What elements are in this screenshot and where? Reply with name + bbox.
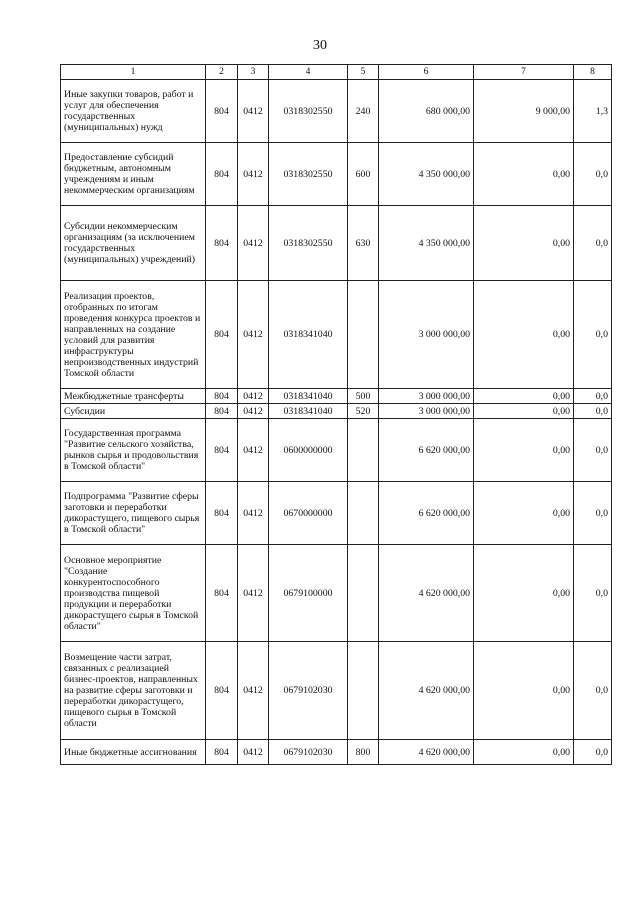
expense-type-code: 500 (348, 389, 379, 404)
section-code: 0412 (238, 740, 269, 765)
row-description: Реализация проектов, отобранных по итогам проведения конкурса проектов и направленных на создание условий для развития инфраструктуры непроизводственных индустрий Томской области (61, 281, 206, 389)
row-description: Субсидии (61, 404, 206, 419)
target-article-code: 0318302550 (269, 143, 348, 206)
planned-amount: 4 350 000,00 (379, 143, 474, 206)
target-article-code: 0318341040 (269, 281, 348, 389)
expense-type-code (348, 545, 379, 642)
section-code: 0412 (238, 80, 269, 143)
expense-type-code (348, 482, 379, 545)
table-row (61, 642, 612, 740)
table-row (61, 389, 612, 404)
section-code: 0412 (238, 419, 269, 482)
execution-percent: 0,0 (574, 281, 612, 389)
expense-type-code: 520 (348, 404, 379, 419)
row-description: Субсидии некоммерческим организациям (за исключением государственных (муниципальных) учреждений) (61, 206, 206, 281)
planned-amount: 3 000 000,00 (379, 389, 474, 404)
ministry-code: 804 (206, 642, 238, 740)
executed-amount: 0,00 (474, 389, 574, 404)
section-code: 0412 (238, 404, 269, 419)
table-row (61, 482, 612, 545)
row-description: Межбюджетные трансферты (61, 389, 206, 404)
table-row (61, 545, 612, 642)
executed-amount: 9 000,00 (474, 80, 574, 143)
column-header: 4 (269, 65, 348, 80)
ministry-code: 804 (206, 143, 238, 206)
section-code: 0412 (238, 143, 269, 206)
ministry-code: 804 (206, 419, 238, 482)
execution-percent: 0,0 (574, 143, 612, 206)
target-article-code: 0679102030 (269, 740, 348, 765)
ministry-code: 804 (206, 482, 238, 545)
expense-type-code: 240 (348, 80, 379, 143)
page-number: 30 (313, 38, 327, 53)
expense-type-code: 800 (348, 740, 379, 765)
planned-amount: 680 000,00 (379, 80, 474, 143)
section-code: 0412 (238, 281, 269, 389)
column-header: 7 (474, 65, 574, 80)
execution-percent: 1,3 (574, 80, 612, 143)
column-header: 5 (348, 65, 379, 80)
execution-percent: 0,0 (574, 419, 612, 482)
expense-type-code (348, 419, 379, 482)
target-article-code: 0318341040 (269, 404, 348, 419)
column-header: 8 (574, 65, 612, 80)
column-header: 2 (206, 65, 238, 80)
table-row (61, 404, 612, 419)
table-row (61, 80, 612, 143)
planned-amount: 6 620 000,00 (379, 419, 474, 482)
executed-amount: 0,00 (474, 740, 574, 765)
target-article-code: 0318302550 (269, 206, 348, 281)
executed-amount: 0,00 (474, 482, 574, 545)
row-description: Основное мероприятие "Создание конкурентоспособного производства пищевой продукции и переработки дикорастущего сырья в Томской области" (61, 545, 206, 642)
execution-percent: 0,0 (574, 389, 612, 404)
table-row (61, 740, 612, 765)
target-article-code: 0600000000 (269, 419, 348, 482)
expense-type-code (348, 642, 379, 740)
section-code: 0412 (238, 482, 269, 545)
execution-percent: 0,0 (574, 404, 612, 419)
table-row (61, 419, 612, 482)
expense-type-code (348, 281, 379, 389)
ministry-code: 804 (206, 740, 238, 765)
execution-percent: 0,0 (574, 482, 612, 545)
row-description: Возмещение части затрат, связанных с реализацией бизнес-проектов, направленных на развитие сферы заготовки и переработки дикорастущего, пищевого сырья в Томской области (61, 642, 206, 740)
section-code: 0412 (238, 206, 269, 281)
executed-amount: 0,00 (474, 404, 574, 419)
section-code: 0412 (238, 389, 269, 404)
execution-percent: 0,0 (574, 206, 612, 281)
column-header: 1 (61, 65, 206, 80)
row-description: Подпрограмма "Развитие сферы заготовки и переработки дикорастущего, пищевого сырья в Томской области" (61, 482, 206, 545)
table-row (61, 281, 612, 389)
column-header: 3 (238, 65, 269, 80)
execution-percent: 0,0 (574, 740, 612, 765)
ministry-code: 804 (206, 545, 238, 642)
execution-percent: 0,0 (574, 642, 612, 740)
expense-type-code: 630 (348, 206, 379, 281)
executed-amount: 0,00 (474, 143, 574, 206)
executed-amount: 0,00 (474, 206, 574, 281)
planned-amount: 4 620 000,00 (379, 642, 474, 740)
target-article-code: 0670000000 (269, 482, 348, 545)
planned-amount: 4 620 000,00 (379, 545, 474, 642)
table-header-row (61, 65, 612, 80)
executed-amount: 0,00 (474, 642, 574, 740)
executed-amount: 0,00 (474, 419, 574, 482)
ministry-code: 804 (206, 389, 238, 404)
row-description: Предоставление субсидий бюджетным, автономным учреждениям и иным некоммерческим организациям (61, 143, 206, 206)
budget-table (60, 64, 612, 765)
target-article-code: 0318341040 (269, 389, 348, 404)
target-article-code: 0318302550 (269, 80, 348, 143)
table-row (61, 206, 612, 281)
planned-amount: 4 350 000,00 (379, 206, 474, 281)
planned-amount: 3 000 000,00 (379, 281, 474, 389)
planned-amount: 6 620 000,00 (379, 482, 474, 545)
row-description: Иные бюджетные ассигнования (61, 740, 206, 765)
planned-amount: 3 000 000,00 (379, 404, 474, 419)
ministry-code: 804 (206, 281, 238, 389)
section-code: 0412 (238, 642, 269, 740)
section-code: 0412 (238, 545, 269, 642)
table-row (61, 143, 612, 206)
ministry-code: 804 (206, 206, 238, 281)
row-description: Иные закупки товаров, работ и услуг для обеспечения государственных (муниципальных) нужд (61, 80, 206, 143)
executed-amount: 0,00 (474, 281, 574, 389)
expense-type-code: 600 (348, 143, 379, 206)
row-description: Государственная программа "Развитие сельского хозяйства, рынков сырья и продовольствия в Томской области" (61, 419, 206, 482)
target-article-code: 0679100000 (269, 545, 348, 642)
ministry-code: 804 (206, 404, 238, 419)
executed-amount: 0,00 (474, 545, 574, 642)
ministry-code: 804 (206, 80, 238, 143)
column-header: 6 (379, 65, 474, 80)
execution-percent: 0,0 (574, 545, 612, 642)
planned-amount: 4 620 000,00 (379, 740, 474, 765)
target-article-code: 0679102030 (269, 642, 348, 740)
